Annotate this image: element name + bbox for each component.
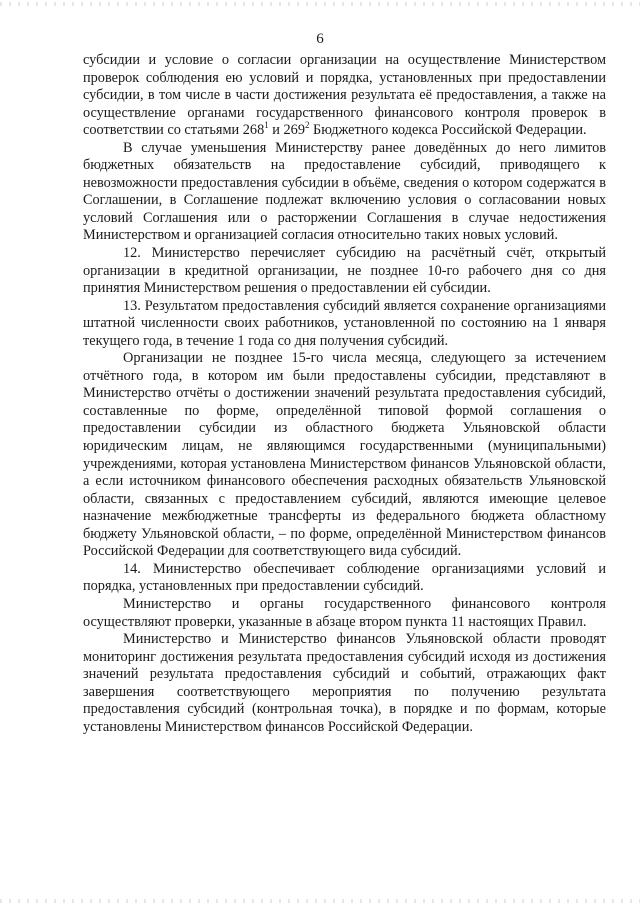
scan-edge-bottom: [0, 899, 640, 903]
scan-edge-top: [0, 2, 640, 6]
article-superscript: 2: [304, 120, 310, 131]
article-superscript: 1: [264, 120, 269, 131]
paragraph: Организации не позднее 15-го числа месяца, следующего за истечением отчётного года, в котором им были предоставлены субсидии, представляют в Министерство отчёты о достижении значений результата предоставления субсидий, составленные по форме, определённой типовой формой соглашения о предоставлении субсидии из областного бюджета Ульяновской области юридическим лицам, не являющимся государственными (муниципальными) учреждениями, которая установлена Министерством финансов Ульяновской области, а если источником финансового обеспечения расходных обязательств Ульяновской области, связанных с предоставлением субсидий, являются имеющие целевое назначение межбюджетные трансферты из федерального бюджета областному бюджету Ульяновской области, – по форме, определённой Министерством финансов Российской Федерации для соответствующего вида субсидий.: [83, 350, 606, 560]
page-number: 6: [316, 31, 324, 47]
paragraph: Министерство и Министерство финансов Ульяновской области проводят мониторинг достижения результата предоставления субсидий исходя из достижения значений результата предоставления субсидий и событий, отражающих факт завершения соответствующего мероприятия по получению результата предоставления субсидий (контрольная точка), в порядке и по формам, которые установлены Министерством финансов Российской Федерации.: [83, 631, 606, 735]
paragraph-text: и 269: [268, 122, 305, 139]
paragraph-item-13: 13. Результатом предоставления субсидий является сохранение организациями штатной численности своих работников, установленной по состоянию на 1 января текущего года, в течение 1 года со дня получения субсидий.: [83, 297, 606, 349]
paragraph-item-12: 12. Министерство перечисляет субсидию на расчётный счёт, открытый организации в кредитной организации, не позднее 10-го рабочего дня со дня принятия Министерством решения о предоставлении ей субсидии.: [83, 245, 606, 297]
paragraph-text: Бюджетного кодекса Российской Федерации.: [309, 122, 587, 139]
paragraph: В случае уменьшения Министерству ранее доведённых до него лимитов бюджетных обязательств на предоставление субсидий, приводящего к невозможности предоставления субсидии в объёме, сведения о котором содержатся в Соглашении, в Соглашение подлежат включению условия о согласовании новых условий Соглашения или о расторжении Соглашения в случае недостижения Министерством и организацией согласия относительно таких новых условий.: [83, 139, 606, 244]
paragraph-item-14: 14. Министерство обеспечивает соблюдение организациями условий и порядка, установленных при предоставлении субсидий.: [83, 560, 606, 595]
paragraph: Министерство и органы государственного финансового контроля осуществляют проверки, указанные в абзаце втором пункта 11 настоящих Правил.: [83, 595, 606, 630]
document-body: [83, 52, 606, 736]
paragraph-text: субсидии и условие о согласии организации на осуществление Министерством проверок соблюдения ею условий и порядка, установленных при предоставлении субсидии, в том числе в части достижения результата её предоставления, а также на осуществление органами государственного финансового контроля проверок в соответствии со статьями 268: [83, 52, 606, 139]
paragraph-continuation: [83, 52, 606, 140]
